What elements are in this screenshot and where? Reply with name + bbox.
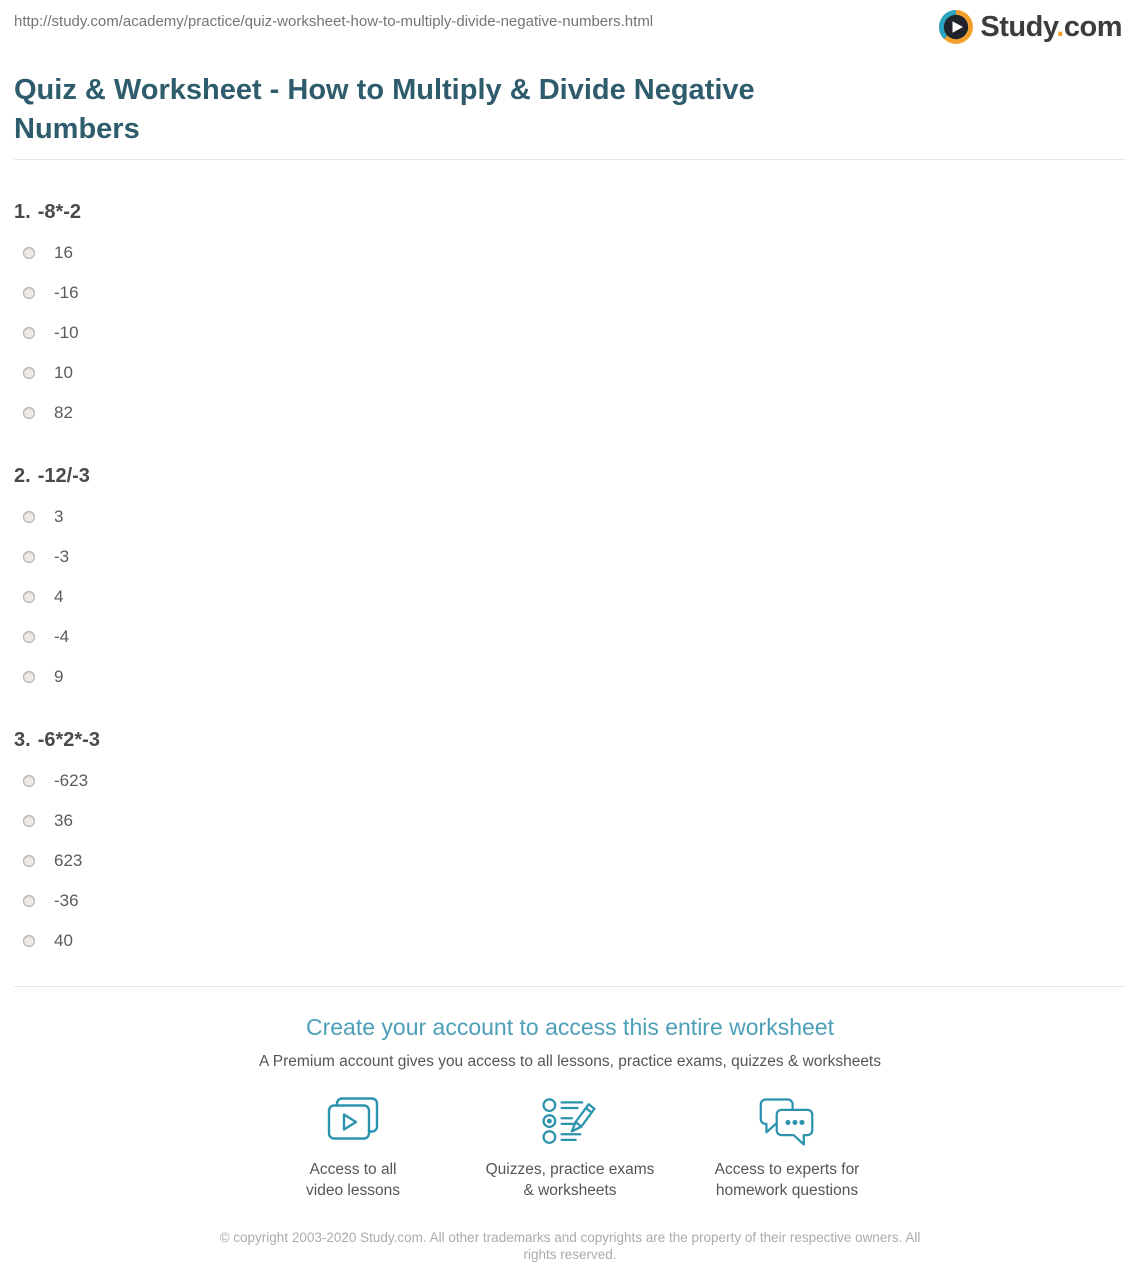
radio-button[interactable]	[23, 591, 35, 603]
feature-label-line1: Access to all	[309, 1161, 397, 1178]
radio-button[interactable]	[23, 287, 35, 299]
option-row[interactable]	[14, 402, 1126, 424]
question-3-options	[14, 770, 1126, 952]
logo-com-text: com	[1063, 11, 1122, 43]
radio-button[interactable]	[23, 671, 35, 683]
question-1-options	[14, 242, 1126, 424]
video-lessons-icon	[324, 1094, 382, 1150]
title-divider	[14, 159, 1126, 160]
option-label: -3	[54, 547, 70, 566]
question-3-number: 3.	[14, 729, 31, 751]
option-label: 9	[54, 667, 64, 686]
question-2-heading	[14, 464, 1126, 488]
feature-label	[486, 1159, 655, 1201]
content-divider	[14, 986, 1126, 987]
question-2-text: -12/-3	[37, 465, 90, 487]
top-bar	[14, 0, 1126, 45]
radio-button[interactable]	[23, 407, 35, 419]
radio-button[interactable]	[23, 631, 35, 643]
option-label: -623	[54, 771, 89, 790]
logo-wordmark	[980, 9, 1122, 45]
option-row[interactable]	[14, 850, 1126, 872]
question-1-heading	[14, 200, 1126, 224]
radio-button[interactable]	[23, 815, 35, 827]
question-2-options	[14, 506, 1126, 688]
feature-label-line1: Access to experts for	[714, 1161, 860, 1178]
question-3-heading	[14, 728, 1126, 752]
option-label: 16	[54, 243, 73, 262]
radio-button[interactable]	[23, 855, 35, 867]
feature-homework-experts	[679, 1094, 896, 1201]
option-label: -16	[54, 283, 79, 302]
option-label: -4	[54, 627, 70, 646]
option-label: 623	[54, 851, 83, 870]
radio-button[interactable]	[23, 367, 35, 379]
option-label: 4	[54, 587, 64, 606]
page-url: http://study.com/academy/practice/quiz-worksheet-how-to-multiply-divide-negative-numbers.html	[14, 13, 654, 30]
option-label: -36	[54, 891, 79, 910]
radio-button[interactable]	[23, 895, 35, 907]
premium-subheading: A Premium account gives you access to all lessons, practice exams, quizzes & worksheets	[259, 1053, 881, 1070]
feature-quizzes-worksheets	[462, 1094, 679, 1201]
option-row[interactable]	[14, 282, 1126, 304]
feature-label-line2: & worksheets	[523, 1182, 617, 1199]
feature-video-lessons	[245, 1094, 462, 1201]
radio-button[interactable]	[23, 551, 35, 563]
question-3-text: -6*2*-3	[37, 729, 100, 751]
option-row[interactable]	[14, 362, 1126, 384]
feature-label	[715, 1159, 860, 1201]
radio-button[interactable]	[23, 511, 35, 523]
option-row[interactable]	[14, 546, 1126, 568]
quiz-worksheet-icon	[540, 1094, 600, 1150]
option-row[interactable]	[14, 930, 1126, 952]
question-2	[14, 464, 1126, 688]
logo-dot-text: .	[1056, 11, 1064, 43]
cta-section	[14, 1012, 1126, 1201]
radio-button[interactable]	[23, 775, 35, 787]
feature-label-line1: Quizzes, practice exams	[485, 1161, 655, 1178]
feature-label	[306, 1159, 400, 1201]
question-1-number: 1.	[14, 201, 31, 223]
option-label: -10	[54, 323, 79, 342]
option-row[interactable]	[14, 322, 1126, 344]
feature-list	[14, 1094, 1126, 1201]
option-row[interactable]	[14, 890, 1126, 912]
question-1	[14, 200, 1126, 424]
logo-study-text: Study	[980, 11, 1057, 43]
question-3	[14, 728, 1126, 952]
option-row[interactable]	[14, 770, 1126, 792]
studycom-logo[interactable]	[938, 9, 1122, 45]
option-label: 3	[54, 507, 64, 526]
page-title	[14, 71, 1126, 149]
option-label: 10	[54, 363, 73, 382]
question-2-number: 2.	[14, 465, 31, 487]
option-label: 36	[54, 811, 73, 830]
copyright-text: © copyright 2003-2020 Study.com. All other trademarks and copyrights are the property of their respective owners. All rights reserved.	[219, 1230, 921, 1262]
option-row[interactable]	[14, 810, 1126, 832]
option-label: 82	[54, 403, 73, 422]
option-label: 40	[54, 931, 73, 950]
question-1-text: -8*-2	[37, 201, 82, 223]
page-footer	[14, 1229, 1126, 1264]
radio-button[interactable]	[23, 247, 35, 259]
option-row[interactable]	[14, 586, 1126, 608]
option-row[interactable]	[14, 242, 1126, 264]
option-row[interactable]	[14, 666, 1126, 688]
create-account-link[interactable]: Create your account to access this entire worksheet	[306, 1014, 834, 1040]
play-circle-icon	[938, 9, 974, 45]
chat-experts-icon	[758, 1094, 816, 1150]
radio-button[interactable]	[23, 327, 35, 339]
page-title-line2: Numbers	[14, 113, 140, 145]
feature-label-line2: video lessons	[306, 1182, 400, 1199]
radio-button[interactable]	[23, 935, 35, 947]
option-row[interactable]	[14, 506, 1126, 528]
option-row[interactable]	[14, 626, 1126, 648]
feature-label-line2: homework questions	[715, 1182, 859, 1199]
page-title-line1: Quiz & Worksheet - How to Multiply & Divide Negative	[14, 74, 755, 106]
